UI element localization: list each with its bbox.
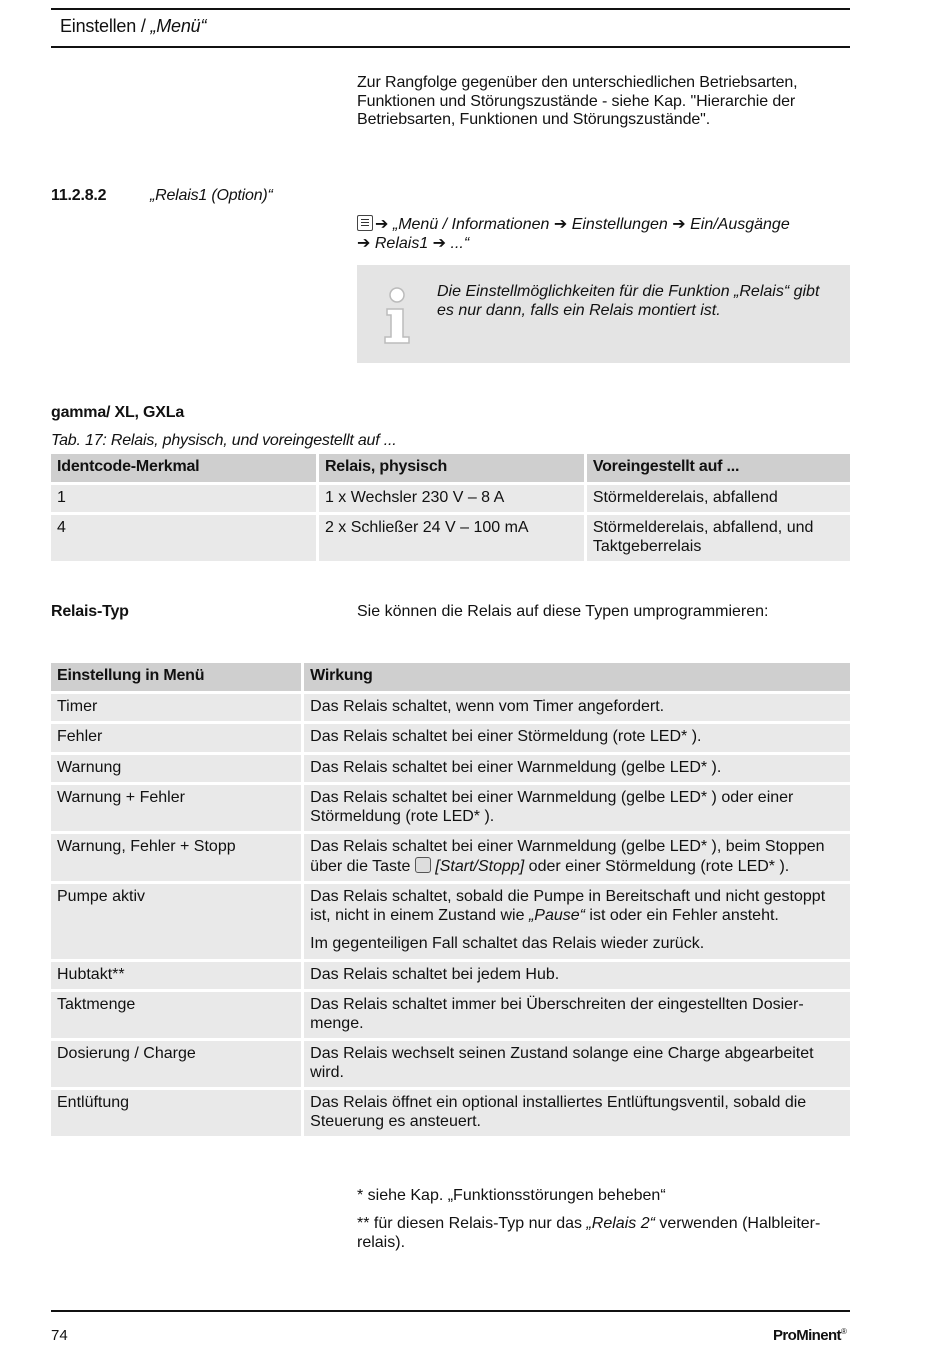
table-cell: Warnung [51,755,301,783]
menu-path-step: Einstellungen [571,216,668,233]
table-cell: Das Relais schaltet bei einer Störmeldung (rote LED* ). [304,724,850,752]
brand-logo: ProMinent® [773,1327,847,1344]
table-row [51,724,850,752]
table-cell: Warnung, Fehler + Stopp [51,834,301,881]
table-row [51,992,850,1038]
table-cell [304,884,850,959]
table-cell: Entlüftung [51,1090,301,1136]
column-header: Relais, physisch [319,454,584,482]
menu-path-step: „Menü / Informationen [392,216,550,233]
footnote-relais2: ** für diesen Relais-Typ nur das „Relais 2“ verwenden (Halbleiter-relais). [357,1215,821,1251]
column-header: Voreingestellt auf ... [587,454,850,482]
table-caption: Tab. 17: Relais, physisch, und voreingestellt auf ... [51,432,397,449]
table-cell: Taktmenge [51,992,301,1038]
arrow-icon: ➔ [672,216,686,233]
footnote-led: * siehe Kap. „Funktionsstörungen beheben“ [357,1187,666,1204]
table-cell: Warnung + Fehler [51,785,301,831]
menu-path [357,215,837,253]
table-row [51,1041,850,1087]
table-cell: Das Relais schaltet, wenn vom Timer angefordert. [304,694,850,722]
relais-physisch-table [48,451,853,564]
cell-paragraph: Im gegenteiligen Fall schaltet das Relais wieder zurück. [310,935,705,952]
intro-paragraph: Zur Rangfolge gegenüber den unterschiedlichen Betriebsarten, Funktionen und Störungszustände - siehe Kap. "Hierarchie der Betriebsarten, Funktionen und Störungszustände". [357,74,798,128]
table-row [51,962,850,990]
table-row [51,884,850,959]
info-icon [377,285,417,345]
table-cell: Timer [51,694,301,722]
table-cell: Störmelderelais, abfallend, und Taktgeberrelais [587,515,850,561]
info-box [357,265,850,363]
table-row [51,1090,850,1136]
table-cell: Das Relais schaltet immer bei Überschreiten der eingestellten Dosier-menge. [304,992,850,1038]
table-cell: Das Relais schaltet bei einer Warnmeldung (gelbe LED* ) oder einer Störmeldung (rote LED* ). [304,785,850,831]
header-bottom-rule [51,46,850,48]
menu-icon [357,215,373,231]
menu-path-step: ...“ [450,235,470,252]
menu-path-step: Relais1 [374,235,429,252]
cell-paragraph: Das Relais schaltet, sobald die Pumpe in Bereitschaft und nicht gestoppt ist, nicht in einem Zustand wie „Pause“ ist oder ein Fehler ansteht. [310,888,826,924]
table-cell: Das Relais öffnet ein optional installiertes Entlüftungsventil, sobald die Steuerung es ansteuert. [304,1090,850,1136]
table-cell: 1 x Wechsler 230 V – 8 A [319,485,584,513]
table-cell: Fehler [51,724,301,752]
table-cell: 2 x Schließer 24 V – 100 mA [319,515,584,561]
table-cell: 1 [51,485,316,513]
table-cell: Pumpe aktiv [51,884,301,959]
table-cell: Das Relais wechselt seinen Zustand solange eine Charge abgearbeitet wird. [304,1041,850,1087]
table-row [51,485,850,513]
info-text: Die Einstellmöglichkeiten für die Funktion „Relais“ gibt es nur dann, falls ein Relais montiert ist. [437,283,820,319]
subheading: gamma/ XL, GXLa [51,404,185,421]
arrow-icon: ➔ [357,235,371,252]
menu-path-step: Ein/Ausgänge [690,216,790,233]
table-header-row [51,454,850,482]
table-row [51,834,850,881]
table-cell: Das Relais schaltet bei einer Warnmeldung (gelbe LED* ), beim Stoppen über die Taste [Start/Stopp] oder einer Störmeldung (rote LED* ). [304,834,850,881]
relais-typ-table [48,660,853,1139]
start-stop-key-icon [415,857,431,873]
section-title: „Relais1 (Option)“ [150,187,273,204]
arrow-icon: ➔ [432,235,447,252]
table-header-row [51,663,850,691]
column-header: Identcode-Merkmal [51,454,316,482]
table-row [51,694,850,722]
table-row [51,785,850,831]
table-row [51,515,850,561]
relais-typ-text: Sie können die Relais auf diese Typen umprogrammieren: [357,603,769,620]
arrow-icon: ➔ [553,216,568,233]
table-cell: Dosierung / Charge [51,1041,301,1087]
table-cell: 4 [51,515,316,561]
table-cell: Das Relais schaltet bei einer Warnmeldung (gelbe LED* ). [304,755,850,783]
table-cell: Das Relais schaltet bei jedem Hub. [304,962,850,990]
arrow-icon: ➔ [375,216,389,233]
table-cell: Hubtakt** [51,962,301,990]
start-stop-key-label: [Start/Stopp] [435,857,525,875]
table-row [51,755,850,783]
footer-rule [51,1310,850,1312]
page-number: 74 [51,1327,68,1344]
relais-typ-label: Relais-Typ [51,603,129,620]
section-number: 11.2.8.2 [51,187,107,204]
table-cell: Störmelderelais, abfallend [587,485,850,513]
header-top-rule [51,8,850,10]
column-header: Einstellung in Menü [51,663,301,691]
page-header-title: Einstellen / „Menü“ [60,16,207,36]
column-header: Wirkung [304,663,850,691]
